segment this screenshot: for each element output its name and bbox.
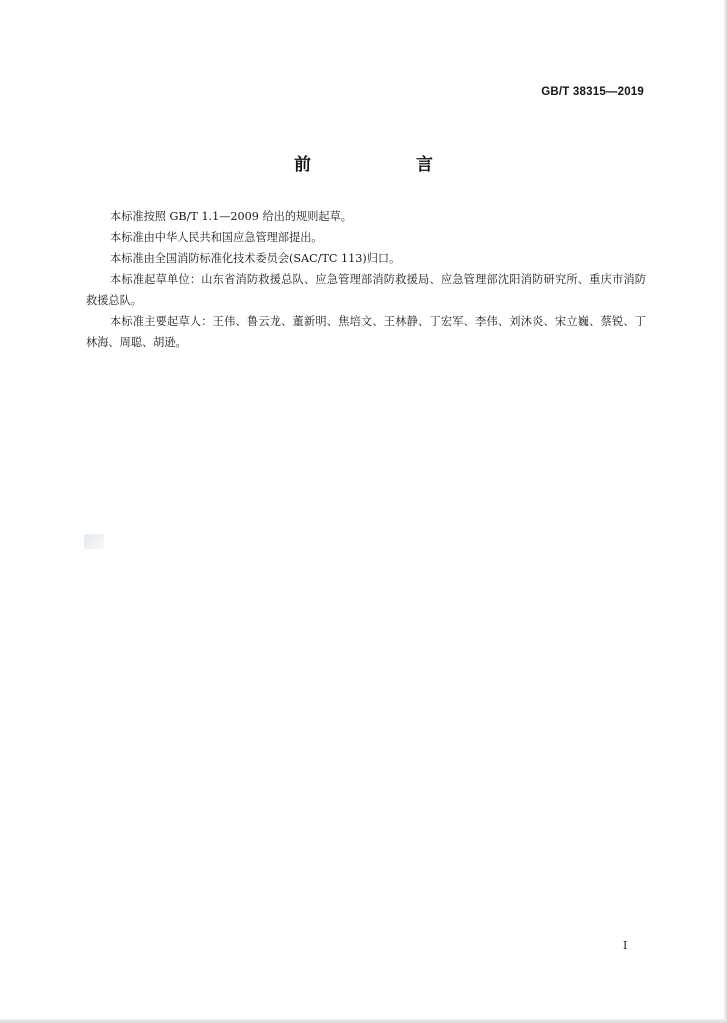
page-edge-bottom [0,1019,727,1023]
scan-mark-icon [84,534,104,549]
paragraph-drafting-units: 本标准起草单位：山东省消防救援总队、应急管理部消防救援局、应急管理部沈阳消防研究所、重庆市消防救援总队。 [86,273,646,307]
paragraph-drafting-rules: 本标准按照 GB/T 1.1—2009 给出的规则起草。 [110,210,352,223]
page-title: 前 言 [294,155,477,175]
paragraph-drafters: 本标准主要起草人：王伟、鲁云龙、董新明、焦培文、王林静、丁宏军、李伟、刘沐炎、宋立巍、蔡锐、丁林海、周聪、胡逊。 [86,315,646,349]
paragraph-committee: 本标准由全国消防标准化技术委员会(SAC/TC 113)归口。 [110,252,401,265]
paragraph-proposer: 本标准由中华人民共和国应急管理部提出。 [110,231,323,244]
foreword-body [86,206,646,353]
standard-code: GB/T 38315—2019 [541,86,644,98]
page-number: I [623,939,628,952]
